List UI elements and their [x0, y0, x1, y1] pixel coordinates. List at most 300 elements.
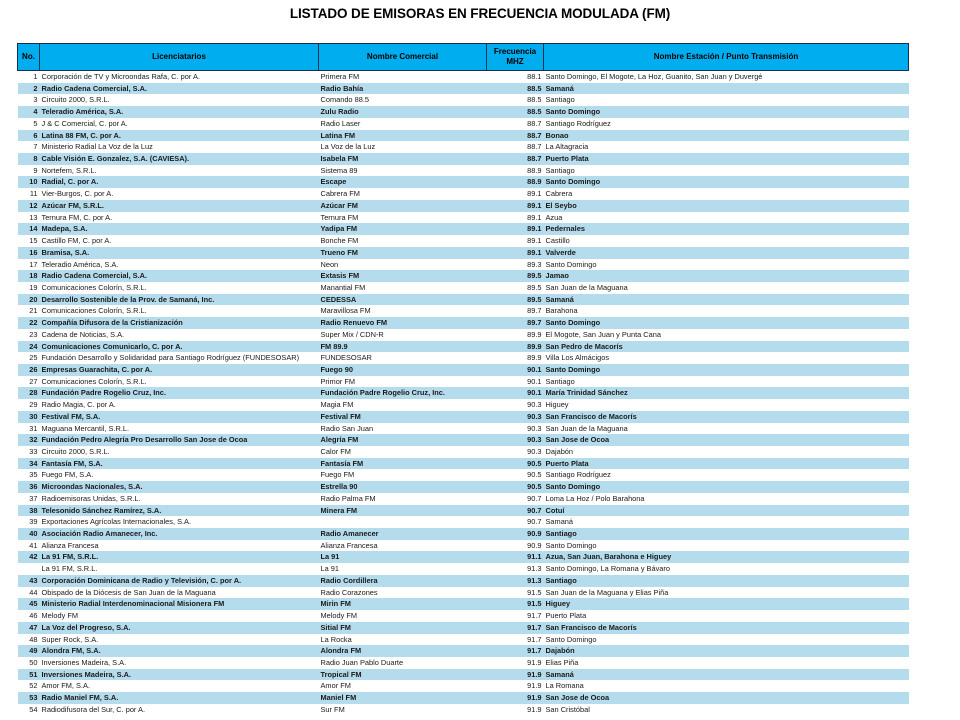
cell-nombre-estacion: María Trinidad Sánchez — [544, 387, 909, 399]
cell-nombre-comercial: Magia FM — [319, 399, 487, 411]
table-row — [18, 212, 909, 224]
table-row — [18, 493, 909, 505]
cell-nombre-estacion: Santo Domingo — [544, 364, 909, 376]
cell-nombre-comercial: Radio Amanecer — [319, 528, 487, 540]
cell-licenciatario: J & C Comercial, C. por A. — [40, 118, 319, 130]
table-row — [18, 622, 909, 634]
cell-nombre-estacion: Santo Domingo, El Mogote, La Hoz, Guanito, San Juan y Duvergé — [544, 71, 909, 83]
cell-licenciatario: Comunicaciones Colorín, S.R.L. — [40, 376, 319, 388]
cell-frecuencia: 89.7 — [487, 317, 544, 329]
cell-licenciatario: Fuego FM, S.A. — [40, 469, 319, 481]
table-row — [18, 71, 909, 83]
cell-licenciatario: Bramisa, S.A. — [40, 247, 319, 259]
table-row — [18, 704, 909, 716]
cell-nombre-comercial: La Voz de la Luz — [319, 141, 487, 153]
cell-licenciatario: Corporación de TV y Microondas Rafa, C. por A. — [40, 71, 319, 83]
cell-no: 25 — [18, 352, 40, 364]
cell-nombre-estacion: La Altagracia — [544, 141, 909, 153]
cell-nombre-estacion: Bonao — [544, 130, 909, 142]
cell-nombre-comercial: Neon — [319, 259, 487, 271]
table-row — [18, 106, 909, 118]
cell-no: 41 — [18, 540, 40, 552]
cell-nombre-estacion: Azua, San Juan, Barahona e Higuey — [544, 551, 909, 563]
cell-no: 2 — [18, 83, 40, 95]
cell-licenciatario: Circuito 2000, S.R.L. — [40, 446, 319, 458]
cell-nombre-comercial: Super Mix / CDN-R — [319, 329, 487, 341]
cell-nombre-estacion: San Jose de Ocoa — [544, 692, 909, 704]
cell-no — [18, 563, 40, 575]
table-row — [18, 153, 909, 165]
table-row — [18, 563, 909, 575]
cell-nombre-estacion: Santo Domingo — [544, 540, 909, 552]
cell-nombre-estacion: Dajabón — [544, 446, 909, 458]
cell-frecuencia: 88.5 — [487, 106, 544, 118]
cell-nombre-comercial: Latina FM — [319, 130, 487, 142]
cell-licenciatario: Fundación Desarrollo y Solidaridad para Santiago Rodríguez (FUNDESOSAR) — [40, 352, 319, 364]
cell-nombre-estacion: Santiago Rodríguez — [544, 469, 909, 481]
table-row — [18, 680, 909, 692]
cell-nombre-estacion: Samaná — [544, 669, 909, 681]
cell-nombre-estacion: Santo Domingo — [544, 176, 909, 188]
cell-no: 28 — [18, 387, 40, 399]
cell-nombre-comercial: Minera FM — [319, 505, 487, 517]
cell-nombre-estacion: Loma La Hoz / Polo Barahona — [544, 493, 909, 505]
cell-licenciatario: Castillo FM, C. por A. — [40, 235, 319, 247]
cell-no: 14 — [18, 223, 40, 235]
cell-nombre-estacion: Villa Los Almácigos — [544, 352, 909, 364]
cell-nombre-estacion: Azua — [544, 212, 909, 224]
table-row — [18, 317, 909, 329]
table-row — [18, 341, 909, 353]
cell-licenciatario: Vier-Burgos, C. por A. — [40, 188, 319, 200]
cell-nombre-comercial: Yadipa FM — [319, 223, 487, 235]
cell-nombre-comercial: La 91 — [319, 563, 487, 575]
cell-no: 45 — [18, 598, 40, 610]
cell-frecuencia: 91.1 — [487, 551, 544, 563]
cell-no: 49 — [18, 645, 40, 657]
cell-licenciatario: Cable Visión E. Gonzalez, S.A. (CAVIESA). — [40, 153, 319, 165]
cell-nombre-estacion: Puerto Plata — [544, 610, 909, 622]
cell-licenciatario: Fundación Pedro Alegría Pro Desarrollo San Jose de Ocoa — [40, 434, 319, 446]
column-header-nombre-estacion: Nombre Estación / Punto Transmisión — [544, 44, 909, 71]
table-row — [18, 329, 909, 341]
cell-licenciatario: Teleradio América, S.A. — [40, 106, 319, 118]
table-row — [18, 259, 909, 271]
table-row — [18, 551, 909, 563]
cell-no: 11 — [18, 188, 40, 200]
cell-no: 7 — [18, 141, 40, 153]
cell-licenciatario: Madepa, S.A. — [40, 223, 319, 235]
cell-no: 26 — [18, 364, 40, 376]
cell-no: 3 — [18, 94, 40, 106]
cell-nombre-comercial: La 91 — [319, 551, 487, 563]
cell-no: 23 — [18, 329, 40, 341]
cell-frecuencia: 91.5 — [487, 587, 544, 599]
cell-nombre-comercial: Fundación Padre Rogelio Cruz, Inc. — [319, 387, 487, 399]
cell-frecuencia: 90.9 — [487, 528, 544, 540]
cell-nombre-estacion: Cabrera — [544, 188, 909, 200]
cell-no: 30 — [18, 411, 40, 423]
cell-frecuencia: 89.1 — [487, 188, 544, 200]
cell-frecuencia: 89.1 — [487, 235, 544, 247]
cell-licenciatario: Comunicaciones Comunicarlo, C. por A. — [40, 341, 319, 353]
cell-licenciatario: Inversiones Madeira, S.A. — [40, 657, 319, 669]
column-header-frecuencia — [487, 44, 544, 71]
cell-nombre-estacion: Castillo — [544, 235, 909, 247]
table-row — [18, 235, 909, 247]
cell-frecuencia: 88.7 — [487, 141, 544, 153]
fm-stations-table — [17, 43, 909, 716]
cell-frecuencia: 91.9 — [487, 680, 544, 692]
cell-nombre-estacion: Santo Domingo — [544, 106, 909, 118]
cell-licenciatario: Radio Magia, C. por A. — [40, 399, 319, 411]
cell-licenciatario: Latina 88 FM, C. por A. — [40, 130, 319, 142]
cell-no: 40 — [18, 528, 40, 540]
cell-nombre-estacion: La Romana — [544, 680, 909, 692]
cell-nombre-estacion: Santiago — [544, 528, 909, 540]
cell-frecuencia: 91.7 — [487, 645, 544, 657]
cell-frecuencia: 90.7 — [487, 493, 544, 505]
cell-nombre-estacion: Barahona — [544, 305, 909, 317]
cell-no: 21 — [18, 305, 40, 317]
column-header-frecuencia-line2: MHZ — [506, 57, 524, 66]
cell-nombre-estacion: Samaná — [544, 294, 909, 306]
cell-no: 24 — [18, 341, 40, 353]
cell-nombre-comercial: Extasis FM — [319, 270, 487, 282]
cell-licenciatario: La Voz del Progreso, S.A. — [40, 622, 319, 634]
table-row — [18, 305, 909, 317]
cell-frecuencia: 89.1 — [487, 223, 544, 235]
cell-nombre-estacion: Higuey — [544, 598, 909, 610]
cell-no: 17 — [18, 259, 40, 271]
cell-frecuencia: 88.1 — [487, 71, 544, 83]
cell-frecuencia: 89.9 — [487, 352, 544, 364]
cell-no: 46 — [18, 610, 40, 622]
table-row — [18, 469, 909, 481]
cell-frecuencia: 90.3 — [487, 446, 544, 458]
table-row — [18, 692, 909, 704]
cell-frecuencia: 90.1 — [487, 364, 544, 376]
cell-licenciatario: Maguana Mercantil, S.R.L. — [40, 423, 319, 435]
cell-nombre-estacion: El Seybo — [544, 200, 909, 212]
table-row — [18, 188, 909, 200]
cell-nombre-comercial: Radio Juan Pablo Duarte — [319, 657, 487, 669]
cell-nombre-estacion: Puerto Plata — [544, 458, 909, 470]
cell-no: 8 — [18, 153, 40, 165]
cell-nombre-estacion: San Juan de la Maguana — [544, 282, 909, 294]
table-row — [18, 423, 909, 435]
cell-nombre-comercial: Alondra FM — [319, 645, 487, 657]
cell-licenciatario: La 91 FM, S.R.L. — [40, 563, 319, 575]
cell-no: 33 — [18, 446, 40, 458]
cell-frecuencia: 89.7 — [487, 305, 544, 317]
cell-frecuencia: 91.9 — [487, 704, 544, 716]
cell-frecuencia: 90.5 — [487, 481, 544, 493]
cell-licenciatario: Amor FM, S.A. — [40, 680, 319, 692]
cell-nombre-comercial: FUNDESOSAR — [319, 352, 487, 364]
cell-licenciatario: Super Rock, S.A. — [40, 634, 319, 646]
cell-frecuencia: 91.9 — [487, 657, 544, 669]
cell-frecuencia: 90.5 — [487, 469, 544, 481]
table-row — [18, 528, 909, 540]
table-row — [18, 645, 909, 657]
cell-nombre-estacion: Samaná — [544, 83, 909, 95]
cell-nombre-estacion: Santiago — [544, 575, 909, 587]
cell-nombre-comercial: FM 89.9 — [319, 341, 487, 353]
cell-nombre-estacion: San Francisco de Macorís — [544, 622, 909, 634]
cell-no: 39 — [18, 516, 40, 528]
cell-frecuencia: 90.3 — [487, 399, 544, 411]
cell-no: 44 — [18, 587, 40, 599]
cell-licenciatario: Radio Maniel FM, S.A. — [40, 692, 319, 704]
cell-licenciatario: Cadena de Noticias, S.A. — [40, 329, 319, 341]
cell-nombre-comercial: Mirin FM — [319, 598, 487, 610]
cell-nombre-estacion: San Francisco de Macorís — [544, 411, 909, 423]
cell-nombre-comercial: Isabela FM — [319, 153, 487, 165]
cell-frecuencia: 89.5 — [487, 282, 544, 294]
cell-licenciatario: La 91 FM, S.R.L. — [40, 551, 319, 563]
page-title: LISTADO DE EMISORAS EN FRECUENCIA MODULADA (FM) — [289, 6, 671, 21]
table-row — [18, 270, 909, 282]
cell-frecuencia: 91.7 — [487, 622, 544, 634]
cell-nombre-comercial — [319, 516, 487, 528]
cell-no: 53 — [18, 692, 40, 704]
cell-licenciatario: Comunicaciones Colorín, S.R.L. — [40, 282, 319, 294]
cell-no: 43 — [18, 575, 40, 587]
cell-frecuencia: 89.5 — [487, 270, 544, 282]
cell-licenciatario: Radiodifusora del Sur, C. por A. — [40, 704, 319, 716]
table-row — [18, 481, 909, 493]
cell-nombre-comercial: Bonche FM — [319, 235, 487, 247]
table-row — [18, 130, 909, 142]
cell-frecuencia: 91.9 — [487, 669, 544, 681]
cell-licenciatario: Radio Cadena Comercial, S.A. — [40, 83, 319, 95]
cell-frecuencia: 88.7 — [487, 130, 544, 142]
cell-no: 37 — [18, 493, 40, 505]
cell-no: 50 — [18, 657, 40, 669]
cell-licenciatario: Corporación Dominicana de Radio y Televisión, C. por A. — [40, 575, 319, 587]
table-row — [18, 387, 909, 399]
cell-licenciatario: Empresas Guarachita, C. por A. — [40, 364, 319, 376]
cell-nombre-comercial: Primera FM — [319, 71, 487, 83]
table-header — [18, 44, 909, 71]
cell-no: 4 — [18, 106, 40, 118]
cell-nombre-comercial: Radio Laser — [319, 118, 487, 130]
column-header-no: No. — [18, 44, 40, 71]
cell-nombre-estacion: Higuey — [544, 399, 909, 411]
cell-licenciatario: Ternura FM, C. por A. — [40, 212, 319, 224]
cell-licenciatario: Alondra FM, S.A. — [40, 645, 319, 657]
cell-licenciatario: Radial, C. por A. — [40, 176, 319, 188]
table-row — [18, 364, 909, 376]
cell-no: 31 — [18, 423, 40, 435]
cell-frecuencia: 88.5 — [487, 94, 544, 106]
cell-nombre-comercial: Manantial FM — [319, 282, 487, 294]
cell-nombre-estacion: Dajabón — [544, 645, 909, 657]
cell-nombre-comercial: Amor FM — [319, 680, 487, 692]
table-row — [18, 446, 909, 458]
cell-licenciatario: Teleradio América, S.A. — [40, 259, 319, 271]
cell-frecuencia: 89.9 — [487, 341, 544, 353]
cell-no: 22 — [18, 317, 40, 329]
cell-licenciatario: Azúcar FM, S.R.L. — [40, 200, 319, 212]
cell-nombre-comercial: Fuego FM — [319, 469, 487, 481]
cell-nombre-estacion: Cotuí — [544, 505, 909, 517]
cell-nombre-estacion: Jamao — [544, 270, 909, 282]
table-header-row — [18, 44, 909, 71]
cell-frecuencia: 91.7 — [487, 610, 544, 622]
table-row — [18, 376, 909, 388]
cell-frecuencia: 89.9 — [487, 329, 544, 341]
table-row — [18, 657, 909, 669]
cell-licenciatario: Circuito 2000, S.R.L. — [40, 94, 319, 106]
cell-licenciatario: Radio Cadena Comercial, S.A. — [40, 270, 319, 282]
cell-no: 38 — [18, 505, 40, 517]
cell-nombre-estacion: San Jose de Ocoa — [544, 434, 909, 446]
cell-licenciatario: Obispado de la Diócesis de San Juan de la Maguana — [40, 587, 319, 599]
cell-frecuencia: 90.1 — [487, 387, 544, 399]
cell-frecuencia: 88.7 — [487, 153, 544, 165]
cell-nombre-comercial: Primor FM — [319, 376, 487, 388]
cell-nombre-comercial: Fantasía FM — [319, 458, 487, 470]
cell-licenciatario: Nortefem, S.R.L. — [40, 165, 319, 177]
cell-nombre-comercial: Alianza Francesa — [319, 540, 487, 552]
cell-no: 36 — [18, 481, 40, 493]
cell-no: 34 — [18, 458, 40, 470]
cell-frecuencia: 88.5 — [487, 83, 544, 95]
cell-nombre-comercial: Ternura FM — [319, 212, 487, 224]
cell-nombre-comercial: Radio Renuevo FM — [319, 317, 487, 329]
cell-licenciatario: Comunicaciones Colorín, S.R.L. — [40, 305, 319, 317]
cell-no: 19 — [18, 282, 40, 294]
cell-nombre-comercial: Comando 88.5 — [319, 94, 487, 106]
table-row — [18, 247, 909, 259]
cell-no: 10 — [18, 176, 40, 188]
cell-no: 47 — [18, 622, 40, 634]
cell-no: 48 — [18, 634, 40, 646]
cell-nombre-estacion: Santo Domingo — [544, 634, 909, 646]
cell-no: 16 — [18, 247, 40, 259]
cell-frecuencia: 90.9 — [487, 540, 544, 552]
cell-frecuencia: 90.3 — [487, 434, 544, 446]
cell-nombre-estacion: Elias Piña — [544, 657, 909, 669]
cell-nombre-comercial: Radio Palma FM — [319, 493, 487, 505]
cell-licenciatario: Melody FM — [40, 610, 319, 622]
cell-nombre-comercial: Festival FM — [319, 411, 487, 423]
table-row — [18, 200, 909, 212]
table-row — [18, 118, 909, 130]
table-row — [18, 94, 909, 106]
cell-nombre-estacion: Santiago — [544, 165, 909, 177]
cell-licenciatario: Ministerio Radial La Voz de la Luz — [40, 141, 319, 153]
cell-no: 5 — [18, 118, 40, 130]
table-row — [18, 223, 909, 235]
table-row — [18, 352, 909, 364]
cell-nombre-estacion: Santiago Rodríguez — [544, 118, 909, 130]
cell-no: 52 — [18, 680, 40, 692]
table-row — [18, 141, 909, 153]
cell-nombre-comercial: Sur FM — [319, 704, 487, 716]
cell-licenciatario: Radioemisoras Unidas, S.R.L. — [40, 493, 319, 505]
cell-frecuencia: 89.1 — [487, 200, 544, 212]
cell-nombre-comercial: Melody FM — [319, 610, 487, 622]
table-row — [18, 176, 909, 188]
cell-nombre-comercial: Sistema 89 — [319, 165, 487, 177]
cell-nombre-comercial: Radio San Juan — [319, 423, 487, 435]
cell-frecuencia: 90.3 — [487, 423, 544, 435]
fm-stations-table-wrapper — [17, 43, 908, 716]
cell-nombre-comercial: Maravillosa FM — [319, 305, 487, 317]
column-header-frecuencia-line1: Frecuencia — [493, 47, 537, 56]
cell-licenciatario: Fantasía FM, S.A. — [40, 458, 319, 470]
cell-licenciatario: Telesonido Sánchez Ramírez, S.A. — [40, 505, 319, 517]
cell-frecuencia: 88.9 — [487, 176, 544, 188]
cell-frecuencia: 90.1 — [487, 376, 544, 388]
cell-frecuencia: 91.3 — [487, 563, 544, 575]
cell-no: 12 — [18, 200, 40, 212]
table-row — [18, 282, 909, 294]
cell-nombre-comercial: Azúcar FM — [319, 200, 487, 212]
cell-nombre-comercial: Tropical FM — [319, 669, 487, 681]
cell-no: 27 — [18, 376, 40, 388]
cell-licenciatario: Exportaciones Agrícolas Internacionales, S.A. — [40, 516, 319, 528]
cell-licenciatario: Festival FM, S.A. — [40, 411, 319, 423]
cell-frecuencia: 89.3 — [487, 259, 544, 271]
table-row — [18, 411, 909, 423]
cell-frecuencia: 90.3 — [487, 411, 544, 423]
cell-nombre-comercial: Radio Corazones — [319, 587, 487, 599]
cell-frecuencia: 90.7 — [487, 505, 544, 517]
table-row — [18, 669, 909, 681]
cell-nombre-estacion: San Pedro de Macorís — [544, 341, 909, 353]
cell-nombre-estacion: El Mogote, San Juan y Punta Cana — [544, 329, 909, 341]
cell-frecuencia: 90.5 — [487, 458, 544, 470]
cell-no: 32 — [18, 434, 40, 446]
cell-frecuencia: 89.5 — [487, 294, 544, 306]
cell-no: 15 — [18, 235, 40, 247]
table-row — [18, 610, 909, 622]
cell-frecuencia: 91.9 — [487, 692, 544, 704]
cell-no: 54 — [18, 704, 40, 716]
cell-nombre-comercial: Estrella 90 — [319, 481, 487, 493]
table-body — [18, 71, 909, 716]
cell-nombre-estacion: San Cristóbal — [544, 704, 909, 716]
cell-nombre-comercial: Sitial FM — [319, 622, 487, 634]
cell-nombre-estacion: Santiago — [544, 376, 909, 388]
cell-no: 29 — [18, 399, 40, 411]
cell-nombre-estacion: Valverde — [544, 247, 909, 259]
cell-frecuencia: 89.1 — [487, 212, 544, 224]
cell-no: 18 — [18, 270, 40, 282]
cell-no: 35 — [18, 469, 40, 481]
cell-frecuencia: 89.1 — [487, 247, 544, 259]
cell-frecuencia: 90.7 — [487, 516, 544, 528]
cell-frecuencia: 88.9 — [487, 165, 544, 177]
cell-nombre-estacion: Santo Domingo, La Romana y Bávaro — [544, 563, 909, 575]
cell-frecuencia: 88.7 — [487, 118, 544, 130]
cell-licenciatario: Compañía Difusora de la Cristianización — [40, 317, 319, 329]
cell-nombre-comercial: Alegría FM — [319, 434, 487, 446]
cell-nombre-comercial: Radio Cordillera — [319, 575, 487, 587]
cell-nombre-comercial: CEDESSA — [319, 294, 487, 306]
cell-nombre-estacion: San Juan de la Maguana y Elias Piña — [544, 587, 909, 599]
table-row — [18, 165, 909, 177]
cell-no: 42 — [18, 551, 40, 563]
table-row — [18, 83, 909, 95]
cell-no: 6 — [18, 130, 40, 142]
cell-nombre-comercial: Trueno FM — [319, 247, 487, 259]
cell-nombre-comercial: Cabrera FM — [319, 188, 487, 200]
